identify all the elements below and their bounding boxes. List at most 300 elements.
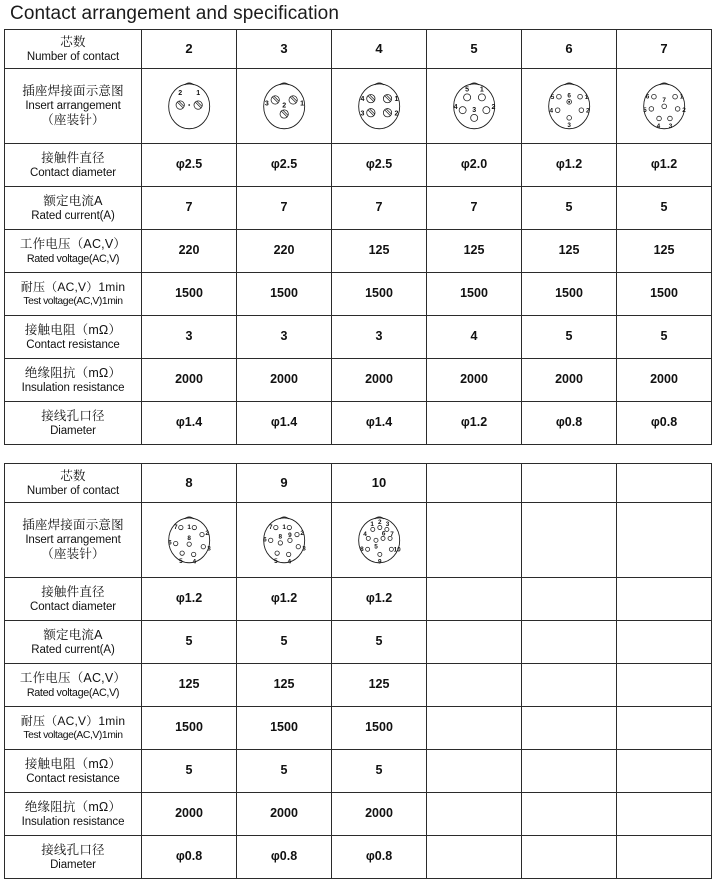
row-label-rated-current	[5, 187, 142, 230]
row-label-cn: 芯数	[60, 468, 86, 483]
cell-contact-resistance-3	[427, 750, 522, 793]
pin-label-4: 4	[656, 122, 660, 130]
cell-diagram-7	[617, 69, 712, 144]
cell-diameter-4	[522, 836, 617, 879]
cell-test-voltage-4: 1500	[522, 273, 617, 316]
pin-label-3: 3	[566, 122, 571, 130]
cell-contact-diameter-1: φ2.5	[237, 144, 332, 187]
row-label-en: Number of contact	[26, 484, 120, 497]
cell-insulation-resistance-0: 2000	[142, 359, 237, 402]
cell-contacts-0: 8	[142, 464, 237, 503]
pin-label-3: 3	[471, 106, 476, 114]
cell-test-voltage-1: 1500	[237, 273, 332, 316]
cell-rated-current-5: 5	[617, 187, 712, 230]
cell-insulation-resistance-2: 2000	[332, 359, 427, 402]
row-label-en: Contact resistance	[26, 772, 120, 785]
pin-label-6: 6	[381, 530, 385, 538]
cell-contacts-5	[617, 464, 712, 503]
row-label-rated-voltage	[5, 230, 142, 273]
cell-empty	[617, 503, 712, 578]
pin-6	[263, 536, 273, 543]
row-label-rated-voltage	[5, 664, 142, 707]
cell-rated-voltage-4	[522, 664, 617, 707]
pin-1	[383, 94, 398, 102]
cell-rated-voltage-0: 220	[142, 230, 237, 273]
cell-insulation-resistance-5: 2000	[617, 359, 712, 402]
row-label-cn: 接触件直径	[41, 150, 105, 165]
cell-diagram-10	[332, 503, 427, 578]
cell-test-voltage-5: 1500	[617, 273, 712, 316]
center-dot	[188, 104, 190, 106]
pin-label-1: 1	[281, 524, 286, 532]
pin-label-3: 3	[668, 122, 672, 130]
cell-diagram-2	[142, 69, 237, 144]
row-label-cn: 额定电流A	[43, 627, 103, 642]
cell-contact-resistance-1: 5	[237, 750, 332, 793]
table-row-contact-diameter	[5, 144, 712, 187]
pin-label-4: 4	[548, 107, 553, 115]
pin-label-10: 10	[393, 546, 401, 554]
pin-3	[201, 545, 211, 553]
row-label-en: Contact diameter	[30, 600, 116, 613]
pin-label-1: 1	[584, 93, 588, 101]
table-row-contact-resistance	[5, 750, 712, 793]
row-label-en: Test voltage(AC,V)1min	[23, 295, 123, 307]
pin-label-2: 2	[490, 104, 495, 112]
pin-8	[187, 535, 191, 546]
cell-diameter-5: φ0.8	[617, 402, 712, 445]
row-label-number-of-contact	[5, 464, 142, 503]
cell-contact-resistance-3: 4	[427, 316, 522, 359]
pin-7	[661, 97, 666, 108]
row-label-cn: 接触电阻（mΩ）	[24, 322, 122, 337]
cell-insulation-resistance-4: 2000	[522, 359, 617, 402]
pin-label-1: 1	[394, 95, 398, 103]
cell-insulation-resistance-2: 2000	[332, 793, 427, 836]
pin-5	[373, 538, 377, 550]
cell-diagram-4	[332, 69, 427, 144]
row-label-en: Number of contact	[26, 50, 120, 63]
pin-2	[280, 102, 288, 118]
cell-diagram-6	[522, 69, 617, 144]
row-label-contact-diameter	[5, 578, 142, 621]
row-label-cn: 工作电压（AC,V）	[19, 236, 127, 251]
cell-contact-diameter-1: φ1.2	[237, 578, 332, 621]
table-row-rated-voltage	[5, 230, 712, 273]
cell-rated-voltage-3: 125	[427, 230, 522, 273]
pin-10	[389, 547, 401, 554]
pin-label-7: 7	[268, 524, 273, 532]
cell-diagram-9	[237, 503, 332, 578]
cell-rated-voltage-2: 125	[332, 230, 427, 273]
cell-insulation-resistance-3: 2000	[427, 359, 522, 402]
cell-diameter-0: φ1.4	[142, 402, 237, 445]
cell-diagram-8	[142, 503, 237, 578]
cell-rated-voltage-0: 125	[142, 664, 237, 707]
pin-label-7: 7	[173, 524, 178, 532]
pin-label-2: 2	[177, 90, 182, 98]
cell-rated-current-3	[427, 621, 522, 664]
cell-rated-current-4	[522, 621, 617, 664]
connector-diagram-3-pin	[238, 73, 331, 139]
pin-label-2: 2	[585, 107, 590, 115]
pin-label-1: 1	[369, 520, 374, 528]
pin-label-5: 5	[373, 543, 378, 551]
row-label-insert-arrangement	[5, 69, 142, 144]
cell-contact-diameter-2: φ2.5	[332, 144, 427, 187]
cell-rated-voltage-1: 220	[237, 230, 332, 273]
pin-7	[268, 524, 277, 531]
cell-insulation-resistance-3	[427, 793, 522, 836]
row-label-cn2: （座装针）	[41, 113, 105, 127]
table-row-rated-current	[5, 621, 712, 664]
pin-2	[383, 109, 398, 118]
connector-diagram-4-pin	[333, 73, 426, 139]
cell-contact-diameter-5	[617, 578, 712, 621]
pin-5	[643, 107, 653, 114]
cell-rated-current-4: 5	[522, 187, 617, 230]
cell-rated-voltage-4: 125	[522, 230, 617, 273]
row-label-en: Rated current(A)	[31, 209, 115, 222]
cell-diagram-3	[237, 69, 332, 144]
pin-label-2: 2	[204, 529, 209, 537]
pin-label-3: 3	[301, 545, 306, 553]
cell-contact-diameter-4: φ1.2	[522, 144, 617, 187]
cell-test-voltage-5	[617, 707, 712, 750]
pin-7	[173, 524, 182, 531]
page-title: Contact arrangement and specification	[10, 3, 340, 24]
pin-1	[288, 96, 303, 108]
row-label-diameter	[5, 836, 142, 879]
row-label-test-voltage	[5, 273, 142, 316]
row-label-contact-resistance	[5, 750, 142, 793]
row-label-en: Test voltage(AC,V)1min	[23, 729, 123, 741]
table-row-number-of-contact	[5, 30, 712, 69]
row-label-cn: 接触件直径	[41, 584, 105, 599]
pin-label-1: 1	[479, 86, 484, 94]
row-label-cn: 插座焊接面示意图	[22, 84, 124, 98]
cell-contacts-1: 3	[237, 30, 332, 69]
pin-label-6: 6	[262, 536, 267, 544]
cell-contact-diameter-5: φ1.2	[617, 144, 712, 187]
pin-label-1: 1	[186, 524, 191, 532]
row-label-cn: 绝缘阻抗（mΩ）	[24, 799, 122, 814]
table-row-insert-arrangement	[5, 503, 712, 578]
pin-label-8: 8	[278, 533, 282, 541]
pin-6	[566, 93, 571, 104]
pin-3	[360, 109, 374, 118]
cell-empty	[427, 503, 522, 578]
pin-2	[294, 530, 304, 537]
cell-rated-current-0: 7	[142, 187, 237, 230]
row-label-cn: 工作电压（AC,V）	[19, 670, 127, 685]
pin-4	[363, 531, 370, 540]
row-label-insert-arrangement	[5, 503, 142, 578]
table-row-insulation-resistance	[5, 359, 712, 402]
pin-8	[360, 546, 370, 553]
cell-contact-diameter-2: φ1.2	[332, 578, 427, 621]
pin-4	[656, 116, 661, 130]
cell-contact-diameter-0: φ2.5	[142, 144, 237, 187]
connector-diagram-6-pin	[523, 73, 616, 139]
connector-diagram-5-pin	[428, 73, 521, 139]
pin-7	[388, 531, 394, 540]
row-label-cn: 耐压（AC,V）1min	[20, 279, 126, 294]
row-label-cn: 额定电流A	[43, 193, 103, 208]
pin-4	[360, 94, 374, 102]
pin-3	[667, 116, 672, 130]
cell-diameter-3: φ1.2	[427, 402, 522, 445]
cell-test-voltage-3	[427, 707, 522, 750]
cell-contact-resistance-0: 3	[142, 316, 237, 359]
cell-test-voltage-2: 1500	[332, 273, 427, 316]
pin-1	[370, 521, 374, 532]
pin-1	[187, 524, 196, 531]
cell-rated-voltage-5	[617, 664, 712, 707]
row-label-number-of-contact	[5, 30, 142, 69]
row-label-rated-current	[5, 621, 142, 664]
pin-3	[470, 107, 477, 122]
pin-2	[675, 107, 686, 114]
cell-rated-voltage-3	[427, 664, 522, 707]
cell-rated-current-3: 7	[427, 187, 522, 230]
row-label-cn: 芯数	[60, 34, 86, 49]
cell-contacts-4	[522, 464, 617, 503]
table-row-test-voltage	[5, 273, 712, 316]
table-row-insert-arrangement	[5, 69, 712, 144]
cell-diameter-5	[617, 836, 712, 879]
cell-rated-current-2: 5	[332, 621, 427, 664]
row-label-cn: 接触电阻（mΩ）	[24, 756, 122, 771]
row-label-insulation-resistance	[5, 793, 142, 836]
pin-label-5: 5	[178, 558, 183, 566]
pin-label-3: 3	[360, 110, 364, 118]
pin-label-3: 3	[385, 520, 389, 528]
table-row-test-voltage	[5, 707, 712, 750]
pin-6	[380, 531, 385, 541]
cell-insulation-resistance-1: 2000	[237, 793, 332, 836]
row-label-en: Insert arrangement	[25, 100, 121, 112]
cell-test-voltage-0: 1500	[142, 273, 237, 316]
cell-contact-resistance-5	[617, 750, 712, 793]
cell-diagram-5	[427, 69, 522, 144]
row-label-cn: 插座焊接面示意图	[22, 518, 124, 532]
cell-rated-current-5	[617, 621, 712, 664]
row-label-contact-resistance	[5, 316, 142, 359]
pin-label-7: 7	[389, 531, 394, 539]
row-label-cn: 接线孔口径	[41, 842, 105, 857]
spec-table-2	[4, 463, 712, 879]
cell-test-voltage-2: 1500	[332, 707, 427, 750]
row-label-en: Diameter	[50, 424, 96, 437]
pin-5	[274, 551, 279, 565]
cell-contacts-2: 10	[332, 464, 427, 503]
pin-8	[278, 534, 282, 545]
pin-3	[384, 521, 389, 532]
table-row-diameter	[5, 836, 712, 879]
pin-4	[453, 104, 466, 113]
cell-test-voltage-1: 1500	[237, 707, 332, 750]
pin-label-5: 5	[550, 93, 554, 101]
cell-contact-diameter-3: φ2.0	[427, 144, 522, 187]
cell-contact-diameter-3	[427, 578, 522, 621]
pin-3	[566, 116, 571, 130]
pin-1	[577, 94, 588, 101]
cell-rated-voltage-2: 125	[332, 664, 427, 707]
cell-contacts-3	[427, 464, 522, 503]
pin-label-4: 4	[287, 558, 291, 566]
pin-label-5: 5	[273, 558, 278, 566]
pin-label-8: 8	[359, 545, 364, 553]
cell-rated-current-1: 7	[237, 187, 332, 230]
pin-2	[377, 519, 381, 530]
pin-label-4: 4	[362, 531, 367, 539]
row-label-en: Insulation resistance	[21, 381, 125, 394]
cell-contact-diameter-4	[522, 578, 617, 621]
cell-insulation-resistance-0: 2000	[142, 793, 237, 836]
pin-label-6: 6	[645, 93, 649, 101]
row-label-en: Rated current(A)	[31, 643, 115, 656]
pin-label-2: 2	[681, 106, 686, 114]
table-row-insulation-resistance	[5, 793, 712, 836]
table-row-contact-diameter	[5, 578, 712, 621]
spec-table-1	[4, 29, 712, 445]
row-label-en: Rated voltage(AC,V)	[26, 686, 120, 699]
pin-9	[377, 552, 381, 565]
row-label-cn2: （座装针）	[41, 547, 105, 561]
pin-1	[282, 524, 291, 531]
pin-label-5: 5	[464, 86, 469, 94]
table-gap-divider	[4, 445, 711, 463]
pin-label-4: 4	[360, 95, 364, 103]
table-row-diameter	[5, 402, 712, 445]
cell-diameter-3	[427, 836, 522, 879]
pin-label-3: 3	[264, 100, 269, 108]
row-label-insulation-resistance	[5, 359, 142, 402]
pin-3	[264, 96, 278, 108]
pin-label-9: 9	[377, 558, 382, 566]
cell-diameter-2: φ1.4	[332, 402, 427, 445]
pin-label-5: 5	[642, 106, 647, 114]
cell-insulation-resistance-5	[617, 793, 712, 836]
table-row-number-of-contact	[5, 464, 712, 503]
row-label-cn: 绝缘阻抗（mΩ）	[24, 365, 122, 380]
pin-label-4: 4	[453, 104, 458, 112]
cell-insulation-resistance-4	[522, 793, 617, 836]
cell-contact-resistance-2: 3	[332, 316, 427, 359]
pin-label-8: 8	[186, 535, 191, 542]
row-label-en: Diameter	[50, 858, 96, 871]
connector-diagram-8-pin	[143, 507, 236, 573]
cell-contact-resistance-2: 5	[332, 750, 427, 793]
cell-test-voltage-0: 1500	[142, 707, 237, 750]
pin-label-7: 7	[661, 97, 666, 105]
pin-2	[176, 90, 184, 109]
pin-6	[168, 539, 178, 546]
cell-diameter-1: φ0.8	[237, 836, 332, 879]
pin-1	[193, 90, 201, 109]
connector-diagram-9-pin	[238, 507, 331, 573]
table-row-contact-resistance	[5, 316, 712, 359]
pin-9	[287, 532, 291, 543]
cell-rated-voltage-5: 125	[617, 230, 712, 273]
cell-contacts-4: 6	[522, 30, 617, 69]
connector-diagram-7-pin	[618, 73, 711, 139]
pin-5	[550, 94, 560, 101]
pin-label-4: 4	[192, 558, 196, 566]
cell-contact-resistance-0: 5	[142, 750, 237, 793]
cell-contacts-3: 5	[427, 30, 522, 69]
pin-label-6: 6	[167, 539, 172, 547]
cell-diameter-1: φ1.4	[237, 402, 332, 445]
cell-contact-resistance-1: 3	[237, 316, 332, 359]
cell-contact-resistance-5: 5	[617, 316, 712, 359]
pin-label-1: 1	[299, 100, 304, 108]
row-label-en: Rated voltage(AC,V)	[26, 252, 120, 265]
cell-rated-current-0: 5	[142, 621, 237, 664]
pin-label-9: 9	[287, 531, 292, 539]
pin-label-2: 2	[377, 518, 382, 526]
row-label-contact-diameter	[5, 144, 142, 187]
row-label-en: Insert arrangement	[25, 534, 121, 546]
cell-contacts-5: 7	[617, 30, 712, 69]
connector-diagram-10-pin	[333, 507, 426, 573]
pin-label-2: 2	[394, 110, 398, 118]
cell-empty	[522, 503, 617, 578]
cell-diameter-4: φ0.8	[522, 402, 617, 445]
cell-rated-current-2: 7	[332, 187, 427, 230]
pin-label-2: 2	[281, 102, 286, 110]
cell-contact-resistance-4: 5	[522, 316, 617, 359]
pin-2	[579, 107, 590, 114]
cell-diameter-0: φ0.8	[142, 836, 237, 879]
table-row-rated-current	[5, 187, 712, 230]
cell-rated-voltage-1: 125	[237, 664, 332, 707]
row-label-diameter	[5, 402, 142, 445]
cell-contact-resistance-4	[522, 750, 617, 793]
pin-4	[191, 552, 196, 565]
pin-3	[296, 545, 306, 553]
row-label-cn: 接线孔口径	[41, 408, 105, 423]
pin-4	[286, 552, 291, 565]
pin-label-2: 2	[299, 529, 304, 537]
connector-diagram-2-pin	[143, 73, 236, 139]
pin-label-3: 3	[206, 545, 211, 553]
cell-contacts-0: 2	[142, 30, 237, 69]
cell-test-voltage-4	[522, 707, 617, 750]
pin-1	[672, 93, 683, 100]
cell-test-voltage-3: 1500	[427, 273, 522, 316]
pin-4	[549, 107, 559, 114]
table-row-rated-voltage	[5, 664, 712, 707]
row-label-cn: 耐压（AC,V）1min	[20, 713, 126, 728]
cell-contacts-2: 4	[332, 30, 427, 69]
cell-contacts-1: 9	[237, 464, 332, 503]
cell-rated-current-1: 5	[237, 621, 332, 664]
row-label-en: Contact resistance	[26, 338, 120, 351]
pin-5	[463, 86, 470, 101]
pin-label-1: 1	[195, 90, 200, 98]
cell-contact-diameter-0: φ1.2	[142, 578, 237, 621]
pin-1	[478, 86, 485, 101]
pin-6	[645, 93, 655, 100]
pin-5	[179, 551, 184, 565]
cell-diameter-2: φ0.8	[332, 836, 427, 879]
row-label-en: Contact diameter	[30, 166, 116, 179]
cell-insulation-resistance-1: 2000	[237, 359, 332, 402]
row-label-en: Insulation resistance	[21, 815, 125, 828]
pin-2	[199, 530, 209, 537]
